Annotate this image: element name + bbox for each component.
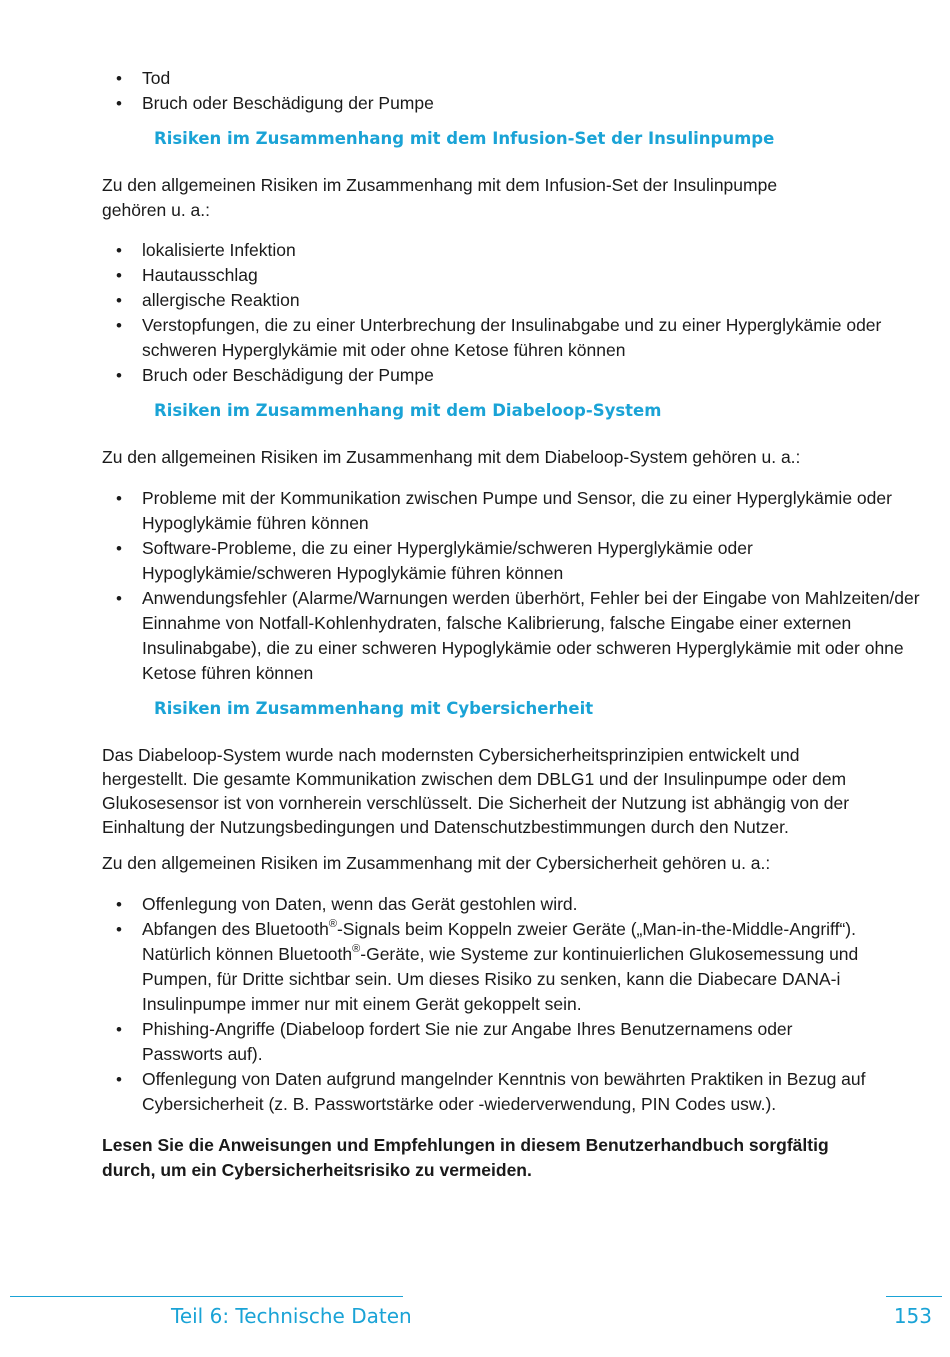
list-item: • Phishing-Angriffe (Diabeloop fordert Sie nie zur Angabe Ihres Benutzernamens oder Passworts auf). xyxy=(102,1017,862,1067)
list-item: • allergische Reaktion xyxy=(102,288,902,313)
list-item: • Verstopfungen, die zu einer Unterbrechung der Insulinabgabe und zu einer Hyperglykämie oder schweren Hyperglykämie mit oder ohne Ketose führen können xyxy=(102,313,882,363)
footer-divider-left xyxy=(10,1296,403,1297)
text-span: -Signals beim Koppeln zweier Geräte („Man-in-the-Middle-Angriff“). Natürlich können Bluetooth xyxy=(142,919,856,964)
list-item xyxy=(102,917,922,1017)
paragraph-cyber-description: Das Diabeloop-System wurde nach modernsten Cybersicherheitsprinzipien entwickelt und hergestellt. Die gesamte Kommunikation zwischen dem DBLG1 und der Insulinpumpe oder dem Glukosesensor ist von vornherein verschlüsselt. Die Sicherheit der Nutzung ist abhängig von der Einhaltung der Nutzungsbedingungen und Datenschutzbestimmungen durch den Nutzer. xyxy=(102,745,850,837)
text-span: Abfangen des Bluetooth xyxy=(142,919,329,939)
list-item: • Bruch oder Beschädigung der Pumpe xyxy=(102,91,902,116)
page-content xyxy=(102,66,920,1183)
list-item: • Probleme mit der Kommunikation zwischen Pumpe und Sensor, die zu einer Hyperglykämie oder Hypoglykämie führen können xyxy=(102,486,902,536)
heading-cybersecurity: Risiken im Zusammenhang mit Cybersicherheit xyxy=(154,699,594,718)
paragraph-closing-note: Lesen Sie die Anweisungen und Empfehlungen in diesem Benutzerhandbuch sorgfältig durch, um ein Cybersicherheitsrisiko zu vermeiden. xyxy=(102,1135,829,1180)
registered-mark: ® xyxy=(328,918,337,931)
risk-list-top xyxy=(102,66,902,116)
list-item: • Offenlegung von Daten, wenn das Gerät gestohlen wird. xyxy=(102,892,902,917)
footer-divider-right xyxy=(886,1296,942,1297)
footer-section-title: Teil 6: Technische Daten xyxy=(171,1304,412,1328)
risk-list-diabeloop xyxy=(102,486,920,686)
list-item: • Hautausschlag xyxy=(102,263,902,288)
page-number: 153 xyxy=(893,1304,932,1328)
list-item: • Tod xyxy=(102,66,902,91)
list-item: • Offenlegung von Daten aufgrund mangelnder Kenntnis von bewährten Praktiken in Bezug auf Cybersicherheit (z. B. Passwortstärke oder -wiederverwendung, PIN Codes usw.). xyxy=(102,1067,902,1117)
risk-list-infusion xyxy=(102,238,902,388)
text-span: -Geräte, wie Systeme zur kontinuierlichen Glukosemessung und Pumpen, für Dritte sichtbar sein. Um dieses Risiko zu senken, kann die Diabecare DANA-i Insulinpumpe immer nur mit einem Gerät gekoppelt sein. xyxy=(142,944,859,1014)
paragraph-infusion-intro: Zu den allgemeinen Risiken im Zusammenhang mit dem Infusion-Set der Insulinpumpe gehören u. a.: xyxy=(102,175,778,220)
heading-diabeloop-system: Risiken im Zusammenhang mit dem Diabeloop-System xyxy=(154,401,662,420)
list-item: • lokalisierte Infektion xyxy=(102,238,902,263)
paragraph-diabeloop-intro: Zu den allgemeinen Risiken im Zusammenhang mit dem Diabeloop-System gehören u. a.: xyxy=(102,447,801,467)
list-item: • Bruch oder Beschädigung der Pumpe xyxy=(102,363,902,388)
paragraph-cyber-intro: Zu den allgemeinen Risiken im Zusammenhang mit der Cybersicherheit gehören u. a.: xyxy=(102,853,771,873)
heading-infusion-set: Risiken im Zusammenhang mit dem Infusion-Set der Insulinpumpe xyxy=(154,129,775,148)
registered-mark: ® xyxy=(352,943,361,956)
list-item: • Software-Probleme, die zu einer Hyperglykämie/schweren Hyperglykämie oder Hypoglykämie/schweren Hypoglykämie führen können xyxy=(102,536,842,586)
risk-list-cyber xyxy=(102,892,902,1117)
list-item: • Anwendungsfehler (Alarme/Warnungen werden überhört, Fehler bei der Eingabe von Mahlzeiten/der Einnahme von Notfall-Kohlenhydraten, falsche Kalibrierung, falsche Eingabe einer externen Insulinabgabe), die zu einer schweren Hypoglykämie oder schweren Hyperglykämie mit oder ohne Ketose führen können xyxy=(102,586,922,686)
